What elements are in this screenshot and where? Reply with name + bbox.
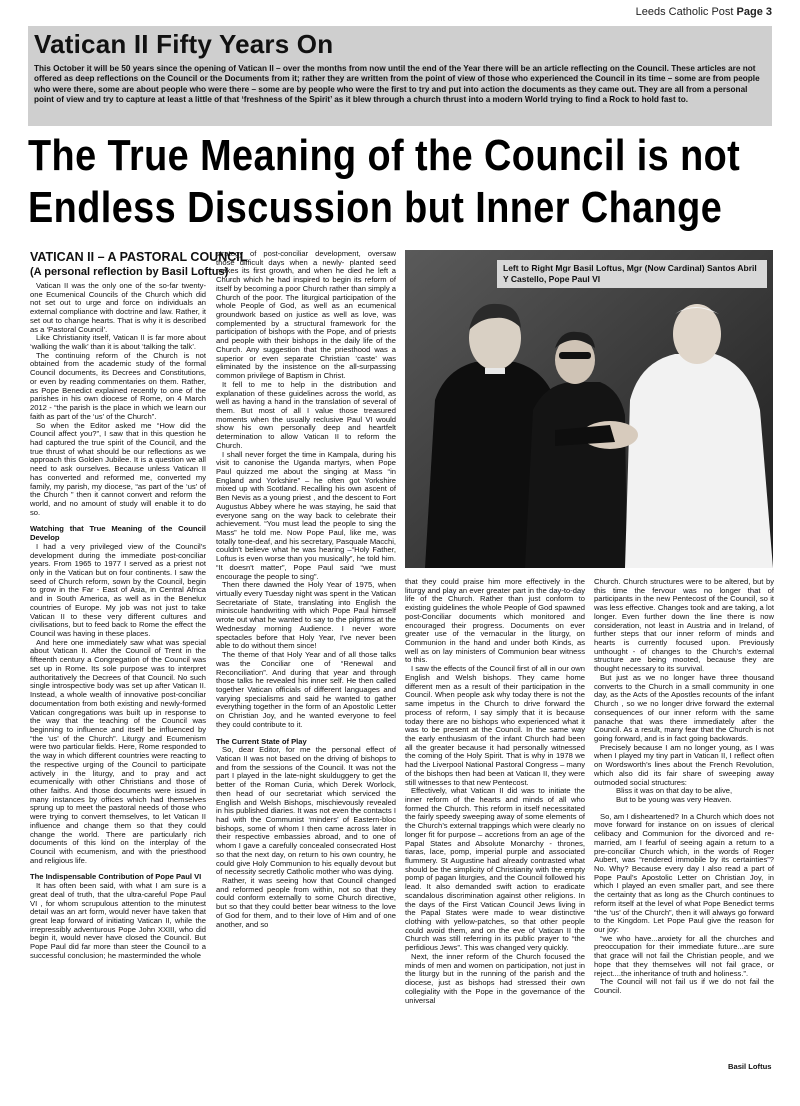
publication-name: Leeds Catholic Post [635, 6, 734, 18]
article-column-4 [594, 578, 774, 1084]
paragraph: So, am I disheartened? In a Church which does not move forward for instance on on issues of clerical celibacy and Communion for the divorced and re-married, am I fearful of seeing again a return to a pre-conciliar Church which, in the words of Roger Aubert, was “rendered immobile by its certainties”? No. Why? Because every day I also read a part of Pope Paul’s Apostolic Letter on Christian Joy, in which I played an even smaller part, and see there the certainty that as long as the Church continues to reform itself at the level of what Pope Benedict terms “the ‘us’ of the Church”, then it will always go forward to the Kingdom. Let Pope Paul give the reason for our joy: [594, 811, 774, 935]
paragraph: Church. Church structures were to be altered, but by this time the fervour was no longer that of participants in the new Pentecost of the Council, so it was less effective. Changes took and are taking, a lot longer. Even further down the line there is now consideration, not least in Austria and in Ireland, of further steps that our inner reform of minds and hearts is currently focused upon. Previously unthought - of changes to the Church’s external structure are being mooted, because they are thought necessary to its survival. [594, 578, 774, 674]
article-column-2 [216, 250, 396, 1082]
article-photo [405, 250, 773, 568]
paragraph: So when the Editor asked me “How did the Council affect you?”, I saw that in this question he had captured the true spirit of the Council, and the true thrust of what should be our reflections as we approach this Golden Jubilee. It is a question we all need to ask ourselves. Because unless Vatican II has converted and reformed me, converted my family, my parish, my diocese, “as part of the ‘us’ of the Church ” then it cannot convert and reform the world, and no amount of study will enable it to do so. [30, 420, 206, 517]
paragraph: I saw the effects of the Council first of all in our own English and Welsh bishops. They came home different men as a result of their participation in the Council. When people ask why today there is not the same impetus in the Church to drive forward the process of reform, I say simply that it is because today there are no bishops who experienced what it was to be present at the Council. In the same way the early enthusiasm of the infant Church had been all the greater because it had personally witnessed the coming of the Holy Spirit. That is why in 1978 we had the Liverpool National Pastoral Congress – many of the bishops then had been at Vatican II, they were still witnesses to that new Pentecost. [405, 664, 585, 787]
headline-line-2: Endless Discussion but Inner Change [28, 183, 723, 232]
photo-illustration [405, 250, 773, 568]
page-number: Page 3 [736, 6, 772, 18]
paragraph: Then there dawned the Holy Year of 1975, when virtually every Tuesday night was spent in the Vatican Secretariate of State, translating into English the miniscule handwriting with which Pope Paul himself wrote out what he wanted to say to the pilgrims at the Wednesday morning Audience. I never wore spectacles before that Holy Year, I've never been able to do without them since! [216, 580, 396, 651]
headline-line-1: The True Meaning of the Council is not [28, 131, 741, 180]
section-heading: The Current State of Play [216, 736, 307, 746]
author-signature: Basil Loftus [728, 1062, 772, 1071]
main-headline [28, 130, 741, 234]
running-header [636, 6, 772, 18]
paragraph: It has often been said, with what I am sure is a great deal of truth, that the ultra-careful Pope Paul VI , for whom scrupulous attention to the minutest detail was an art form, would never have taken that great leap forward of initiating Vatican II, while the irrepressibly adventurous Pope John XXIII, who did begin it, would never have closed the Council. But Pope Paul did far more than steer the Council to a successful conclusion; he masterminded the whole [30, 881, 206, 960]
article-column-3 [405, 578, 585, 1084]
paragraph: Next, the inner reform of the Church focused the minds of men and women on participation, not just in the liturgy but in the running of the parish and the diocese, just as bishops had stressed their own collegiality with the Pope in the governance of the universal [405, 951, 585, 1005]
paragraph: “we who have...anxiety for all the churches and preoccupation for their immediate future...are sure that grace will not fail the Christian people, and we hope that they themselves will not fail grace, or reject....the inheritance of truth and holiness.”. [594, 933, 774, 978]
paragraph: Vatican II was the only one of the so-far twenty-one Ecumenical Councils of the Church which did not set out to urge and force on individuals an external compliance with doctrine and law. Rather, it set out to change hearts. That is why it is described as a ‘Pastoral Council’. [30, 282, 206, 334]
poem-line: Bliss it was on that day to be alive, [616, 786, 733, 796]
series-title: Vatican II Fifty Years On [34, 29, 334, 59]
photo-caption: Left to Right Mgr Basil Loftus, Mgr (Now Cardinal) Santos Abril Y Castello, Pope Paul VI [497, 260, 767, 288]
paragraph: that they could praise him more effectively in the liturgy and play an ever greater part in the day-to-day life of the Church. Rather than just conform to existing guidelines the whole People of God spawned post-Conciliar documents which monitored and encouraged their progress. Documents on ever greater use of the vernacular in the liturgy, on Communion in the hand and under both Kinds, as well as on lay ministers of Communion bear witness to this. [405, 578, 585, 665]
section-heading: The Indispensable Contribution of Pope Paul VI [30, 872, 202, 882]
series-banner [28, 26, 772, 126]
article-title: VATICAN II – A PASTORAL COUNCIL [30, 250, 248, 264]
paragraph: It fell to me to help in the distribution and explanation of these guidelines across the world, as well as having a hand in the translation of several of them. But most of all I value those treasured moments when the usually reclusive Paul VI would show his own personally deep and heartfelt determination to allow Vatican II to reform the Church. [216, 379, 396, 450]
paragraph: But just as we no longer have three thousand converts to the Church in a small community in one day, as the Acts of the Apostles recounts of the infant Church , so we no longer drive forward the external consequences of our inner reform with the same panache that was there immediately after the Council. As a result, many fear that the Church is not going forward, and is in fact going backwards. [594, 672, 774, 743]
paragraph: The continuing reform of the Church is not obtained from the academic study of the formal Council documents, its Decrees and Constitutions, or even by reading commentaries on them. Rather, as Pope Benedict explained recently to one of the parishes in his own diocese of Rome, on 4 March 2012 - “the parish is the place in which we learn our faith as part of the ‘us’ of the Church”. [30, 350, 206, 421]
paragraph: I shall never forget the time in Kampala, during his visit to canonise the Uganda martyrs, when Pope Paul quizzed me about the singing at Mass “in England and Yorkshire” – he often got Yorkshire mixed up with Scotland. Recalling his own ascent of Ben Nevis as a young priest , and the descent to Fort Augustus Abbey where he was staying, he said that everyone sang on the way back to celebrate their achievement. “You must lead the people to sing the Mass” he told me. Now Pope Paul, like me, was totally tone-deaf, and his secretary, Pasquale Macchi, couldn't believe what he was hearing –“Holy Father, Loftus is even worse than you musically”, he told him. “It doesn't matter”, Pope Paul said “we must encourage the people to sing”. [216, 449, 396, 581]
paragraph: Rather, it was seeing how that Council changed and reformed people from within, not so that they could conform externally to some Church directive, but so that they could better bear witness to the love of God for them, and to their love of Him and of one another, and so [216, 876, 396, 929]
paragraph: strategy of post-conciliar development, oversaw those difficult days when a newly- planted seed makes its first growth, and when he died he left a Church which he had inspired to begin its reform of itself by becoming a poor Church rather than simply a Church of the poor. The liturgical participation of the whole People of God, as well as an ecumenical groundwork based on justice as well as love, was complemented by a structural framework for the participation of bishops with the Pope, and of priests and people with their bishops in the daily life of the Church. Any suggestion that the priesthood was a superior or even separate Christian ‘caste’ was eliminated by the insistence on the all-surpassing common privilege of Baptism in Christ. [216, 250, 396, 381]
poem-line: But to be young was very Heaven. [616, 794, 732, 804]
paragraph: I had a very privileged view of the Council's development during the immediate post-conciliar years. From 1965 to 1977 I served as a priest not only in the Vatican but on four continents. I saw the seed of Church reform, sown by the Council, begin to grow in the Far - East of Asia, in Central Africa and in South America, as well as in the Benelux countries of Europe. My job was not just to take Vatican II to these very different cultures and civilisations, but to feed back to Rome the effect the Council was having in these places. [30, 541, 206, 639]
paragraph: The theme of that Holy Year and of all those talks was the Conciliar one of “Renewal and Reconciliation”. And during that year and through those talks he revealed his inner self. He then called together Vatican officials of different languages and varying specialisms and said he wanted to gather everything together in the form of an Apostolic Letter on Christian Joy, and he wanted everyone to feel they could contribute to it. [216, 650, 396, 729]
paragraph: So, dear Editor, for me the personal effect of Vatican II was not based on the driving of bishops to and from the sessions of the Council. It was not the part I played in the late-night skulduggery to get the better of the Roman Curia, which Derek Worlock, then head of our secretariat which serviced the English and Welsh Bishops, mischievously revealed in his published diaries. It was not even the contacts I had with the Communist ‘minders’ of Eastern-bloc bishops, some of whom I then came across later in their respective embassies abroad, and to one of whom I gave a carefully concealed consecrated Host so that the next day, on return to his own country, he could give Holy Communion to his equally devout but of necessity secretly Catholic mother who was dying. [216, 745, 396, 877]
paragraph: Precisely because I am no longer young, as I was when I played my tiny part in Vatican II, I reflect often on Wordsworth’s lines about the French Revolution, which also did its fair share of sweeping away outmoded social structures: [594, 742, 774, 787]
paragraph: Effectively, what Vatican II did was to initiate the inner reform of the hearts and minds of all who formed the Church. This reform in itself necessitated the fairly speedy sweeping away of some elements of the Church’s external trappings which were clearly no longer fit for purpose – accretions from an age of the Papal States and Absolute Monarchy - thrones, tiaras, lace, pomp, imperial purple and associated flummery. St Augustine had already contrasted what should be the simplicity of Christianity with the empty pomp of pagan liturgies, and the Council followed his lead. It also demanded swift action to eradicate scandalous discrimination against other religions. In the days of the First Vatican Council Jews living in the Papal States were made to wear distinctive clothing with yellow-patches, so that other people could avoid them, and on the eve of Vatican II the Church was still referring in its public prayer to “the perfidious Jews”. This was changed very quickly. [405, 786, 585, 953]
paragraph: The Council will not fail us if we do not fail the Council. [594, 977, 774, 996]
article-subtitle: (A personal reflection by Basil Loftus) [30, 266, 229, 278]
section-heading: Watching that True Meaning of the Council Develop [30, 524, 206, 543]
paragraph: Like Christianity itself, Vatican II is far more about ‘walking the walk’ than it is about ‘talking the talk’. [30, 333, 206, 352]
paragraph: And here one immediately saw what was special about Vatican II. After the Council of Trent in the fifteenth century a Congregation of the Council was set up in Rome. Its sole purpose was to interpret authoritatively the Decrees of that Council. No such single introspective body was set up after Vatican II. Instead, a whole wealth of innovative post-conciliar documentation from both existing and newly-formed Vatican congregations was built up in response to the way that the teaching of the Council was beginning to influence and itself be influenced by “the ‘us’ of the Church”. Liturgy and Ecumenism were two particular fields. Here, Rome responded to the way in which different countries were reacting to the respective urging of the Council to participate actively in the liturgy, and to pray and act ecumenically with other Christians and those of other faiths. And those documents were issued in many instances by offices which had themselves sprung up to meet the pastoral needs of those who were trying to convert themselves, to let Vatican II influence and change them so that they could change the world. There are particularly rich documents of this kind on the interplay of the Council with ecumenism, and with the priesthood and religious life. [30, 637, 206, 865]
series-intro: This October it will be 50 years since the opening of Vatican II – over the months from now until the end of the Year there will be an article reflecting on the Council. These articles are not offered as deep reflections on the Council or the Documents from it; rather they are written from the point of view of those who experienced the Council in its time – some are from people who were there, some are about people who were there – some are by people who were the first to try and put into action the documents as they came out. They are all from a personal point of view and try to capture at least a little of that ‘freshness of the Spirit’ as it blew through a church thrust into a modern World trying to find a Rock to hold fast to. [34, 64, 760, 105]
article-column-1 [30, 282, 206, 1082]
